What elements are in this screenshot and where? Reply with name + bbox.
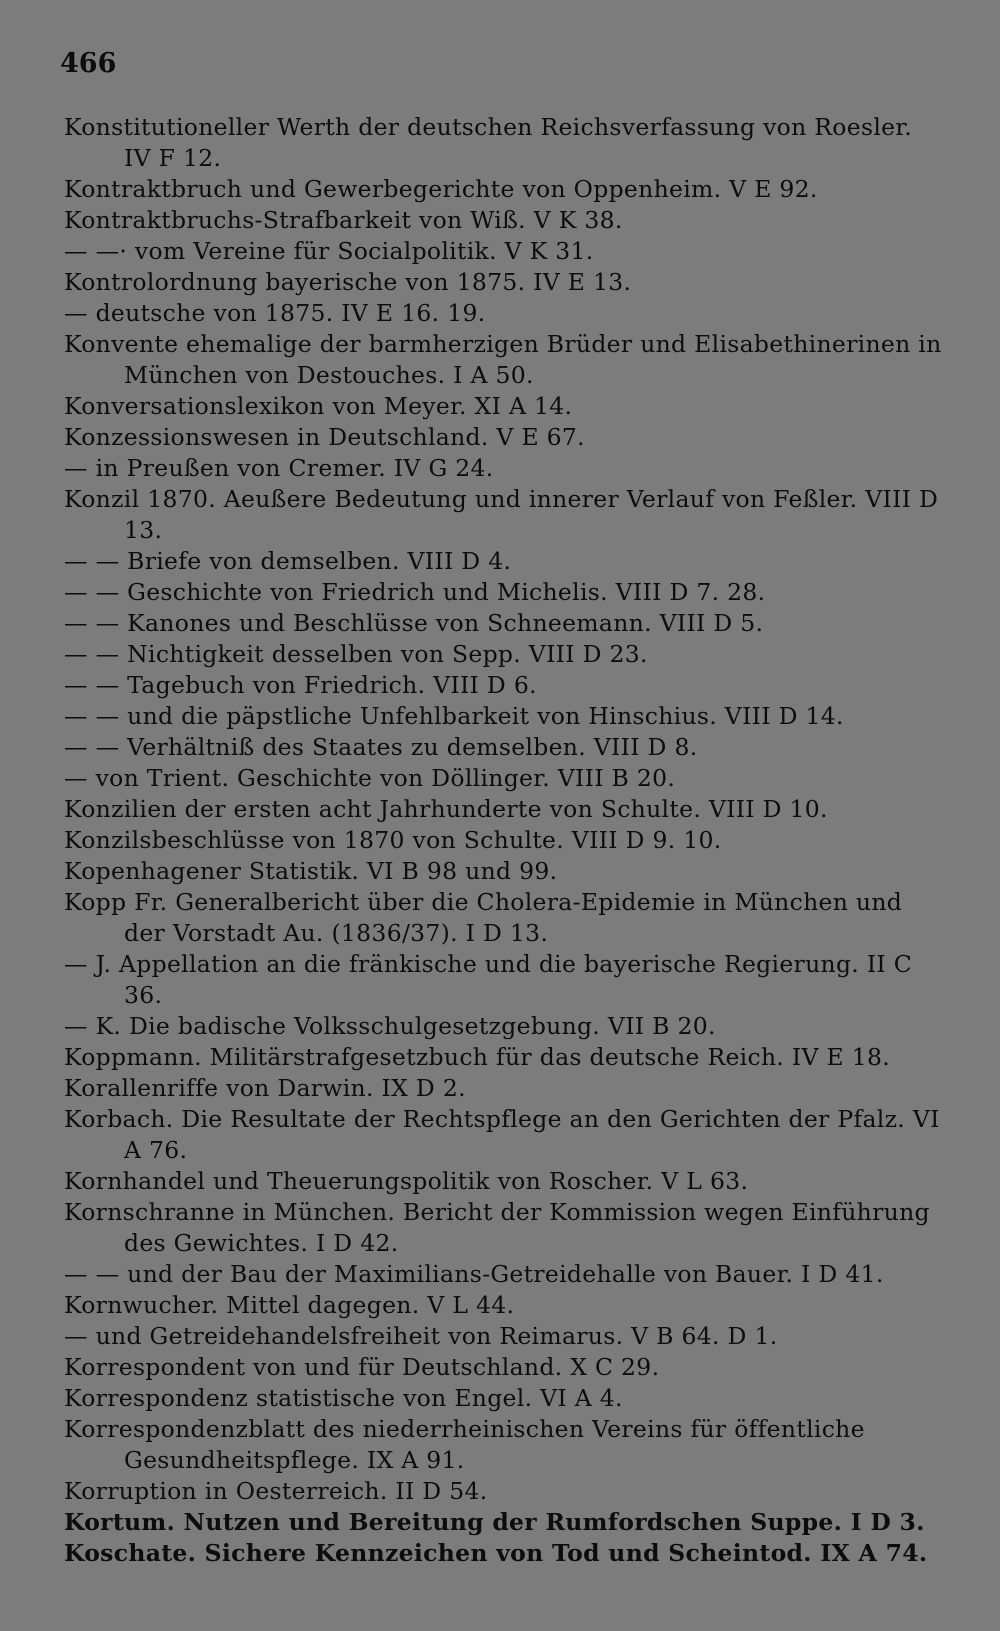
index-entry: Kontrolordnung bayerische von 1875. IV E 13. <box>64 268 632 296</box>
index-entry: — J. Appellation an die fränkische und die bayerische Regierung. II C 36. <box>64 950 913 1009</box>
index-entry: — in Preußen von Cremer. IV G 24. <box>64 454 494 482</box>
index-entry: — K. Die badische Volksschulgesetzgebung. VII B 20. <box>64 1012 716 1040</box>
index-entry: — — Geschichte von Friedrich und Michelis. VIII D 7. 28. <box>64 578 766 606</box>
index-entry: — —· vom Vereine für Socialpolitik. V K 31. <box>64 237 594 265</box>
index-entry: Korrespondenzblatt des niederrheinischen Vereins für öffentliche Gesundheitspflege. IX A 91. <box>64 1415 865 1474</box>
index-entry: Korruption in Oesterreich. II D 54. <box>64 1477 488 1505</box>
index-entry: Konstitutioneller Werth der deutschen Reichsverfassung von Roesler. IV F 12. <box>64 113 913 172</box>
index-entry: Konzessionswesen in Deutschland. V E 67. <box>64 423 585 451</box>
index-entry: Konzil 1870. Aeußere Bedeutung und innerer Verlauf von Feßler. VIII D 13. <box>64 485 939 544</box>
index-entry: Kontraktbruchs-Strafbarkeit von Wiß. V K 38. <box>64 206 623 234</box>
index-entry: Kortum. Nutzen und Bereitung der Rumfordschen Suppe. I D 3. <box>64 1508 925 1536</box>
index-entry: Korrespondent von und für Deutschland. X C 29. <box>64 1353 660 1381</box>
index-entry: — — und die päpstliche Unfehlbarkeit von Hinschius. VIII D 14. <box>64 702 844 730</box>
index-entry: Koppmann. Militärstrafgesetzbuch für das deutsche Reich. IV E 18. <box>64 1043 891 1071</box>
index-entry: Korallenriffe von Darwin. IX D 2. <box>64 1074 466 1102</box>
index-entries <box>64 112 942 1569</box>
index-entry: Konversationslexikon von Meyer. XI A 14. <box>64 392 573 420</box>
index-entry: Konzilsbeschlüsse von 1870 von Schulte. VIII D 9. 10. <box>64 826 722 854</box>
index-entry: Korrespondenz statistische von Engel. VI A 4. <box>64 1384 623 1412</box>
index-entry: — deutsche von 1875. IV E 16. 19. <box>64 299 486 327</box>
index-entry: Korbach. Die Resultate der Rechtspflege an den Gerichten der Pfalz. VI A 76. <box>64 1105 940 1164</box>
index-entry: — von Trient. Geschichte von Döllinger. VIII B 20. <box>64 764 676 792</box>
index-entry: — — Briefe von demselben. VIII D 4. <box>64 547 512 575</box>
index-entry: — und Getreidehandelsfreiheit von Reimarus. V B 64. D 1. <box>64 1322 778 1350</box>
index-entry: — — und der Bau der Maximilians-Getreidehalle von Bauer. I D 41. <box>64 1260 884 1288</box>
index-entry: — — Kanones und Beschlüsse von Schneemann. VIII D 5. <box>64 609 764 637</box>
page-number: 466 <box>60 48 117 79</box>
index-entry: Konzilien der ersten acht Jahrhunderte von Schulte. VIII D 10. <box>64 795 828 823</box>
index-entry: Kopp Fr. Generalbericht über die Cholera-Epidemie in München und der Vorstadt Au. (1836/37). I D 13. <box>64 888 903 947</box>
index-entry: Kornwucher. Mittel dagegen. V L 44. <box>64 1291 515 1319</box>
index-entry: Kornhandel und Theuerungspolitik von Roscher. V L 63. <box>64 1167 749 1195</box>
index-entry: Konvente ehemalige der barmherzigen Brüder und Elisabethinerinen in München von Destouches. I A 50. <box>64 330 942 389</box>
index-entry: — — Verhältniß des Staates zu demselben. VIII D 8. <box>64 733 698 761</box>
index-entry: Kornschranne in München. Bericht der Kommission wegen Einführung des Gewichtes. I D 42. <box>64 1198 930 1257</box>
index-entry: — — Nichtigkeit desselben von Sepp. VIII D 23. <box>64 640 648 668</box>
index-entry: Kopenhagener Statistik. VI B 98 und 99. <box>64 857 558 885</box>
index-entry: — — Tagebuch von Friedrich. VIII D 6. <box>64 671 537 699</box>
index-entry: Kontraktbruch und Gewerbegerichte von Oppenheim. V E 92. <box>64 175 818 203</box>
index-entry: Koschate. Sichere Kennzeichen von Tod und Scheintod. IX A 74. <box>64 1539 928 1567</box>
